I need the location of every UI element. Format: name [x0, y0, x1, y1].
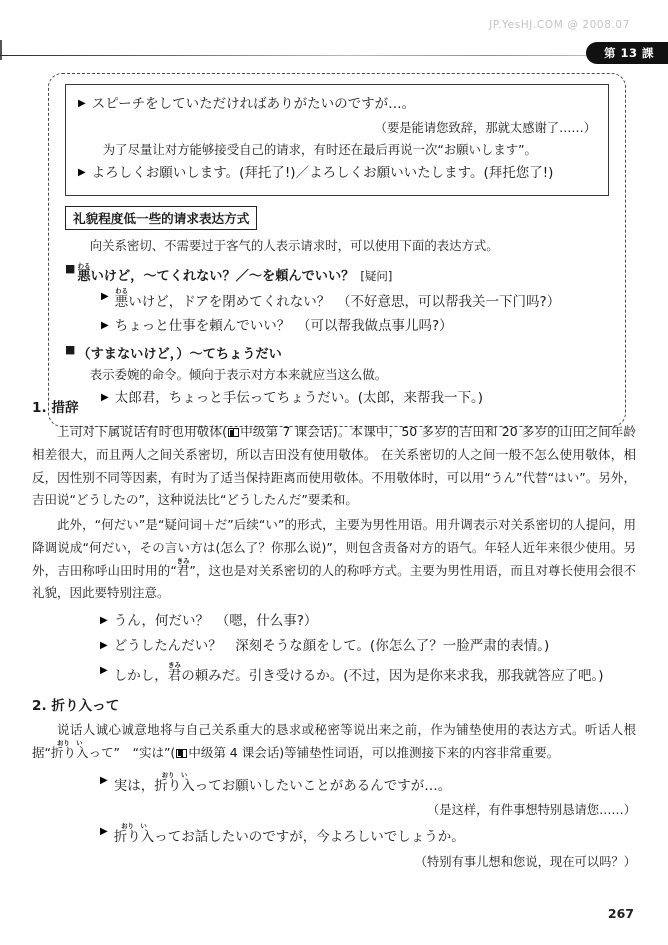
ruby-kimi: 君きみ	[167, 660, 182, 684]
ruby-warui: 悪わる	[114, 287, 129, 311]
japanese-example-text	[115, 287, 609, 313]
example-line	[100, 661, 636, 687]
triangle-bullet-icon: ▶	[100, 664, 108, 676]
example-line	[101, 287, 609, 313]
ruby-warui: 悪わる	[77, 262, 91, 285]
pattern-2-description: 表示委婉的命令。倾向于表示对方本来就应当这么做。	[89, 366, 388, 382]
triangle-bullet-icon: ▶	[101, 391, 109, 403]
politeness-subheading: 礼貌程度低一些的请求表达方式	[65, 206, 257, 230]
example-prefix: 実は，	[113, 777, 155, 794]
page-number: 267	[607, 906, 634, 921]
example-line	[100, 771, 636, 797]
japanese-example-text: うん，何だい？ （嗯，什么事?）	[113, 613, 318, 629]
paragraph-text-part-b: 中级第 7 课会话)。本课中，50 多岁的吉田和 20 多岁的山田之间年龄相差很大，而且两人之间关系密切，所以吉田没有使用敬体。 在关系密切的人之间一般不怎么使用敬体，相反，因性别不同等因素，有时为了适当保持距离而使用敬体。不用敬体时，可以用“うん”代替“はい”。另外，吉田说“どうしたの”，这种说法比“どうしたんだ”要柔和。	[32, 424, 636, 508]
ruby-oriitte: 折り入おり い	[50, 738, 89, 760]
japanese-example-text	[114, 822, 636, 848]
triangle-bullet-icon: ▶	[100, 826, 108, 838]
example-line	[78, 94, 596, 115]
example-line	[100, 822, 636, 848]
square-bullet-icon: ■	[65, 262, 76, 276]
section-1-paragraph-1	[32, 421, 636, 512]
example-rest: の頼みだ。引き受けるか。(不过，因为是你来求我，那我就答应了吧。)	[181, 667, 604, 684]
section-2-title	[32, 694, 636, 714]
header-rule	[0, 55, 630, 56]
section-2-paragraph-1	[32, 719, 636, 765]
triangle-bullet-icon: ▶	[100, 639, 108, 651]
section-title-text: 折り入って	[51, 698, 120, 714]
pattern-tag: [疑问]	[360, 269, 393, 284]
section-2	[32, 694, 636, 874]
section-1-paragraph-2	[32, 514, 636, 605]
triangle-bullet-icon: ▶	[101, 319, 109, 331]
chinese-translation-note: （是这样，有件事想特别恳请您……）	[426, 803, 636, 818]
lesson-tab: 第 13 課	[586, 42, 668, 64]
politeness-description: 向关系密切、不需要过于客气的人表示请求时，可以使用下面的表达方式。	[89, 237, 499, 253]
ruby-oriitte: 折り入おり い	[154, 770, 195, 794]
example-rest: ってお話したいのですが，今よろしいでしょうか。	[154, 829, 465, 846]
section-number: 2.	[32, 698, 47, 714]
example-rest: いけど，ドアを閉めてくれない？ （不好意思，可以帮我关一下门吗?）	[128, 294, 561, 311]
book-icon	[176, 749, 187, 758]
paragraph-text-part-b: って” “实は”(	[88, 744, 176, 760]
pattern-rest: いけど，～てくれない？／～を頼んでいい？	[90, 269, 355, 285]
triangle-bullet-icon: ▶	[101, 291, 109, 303]
japanese-example-text: よろしくお願いします。(拜托了!)／よろしくお願いいたします。(拜托您了!)	[91, 165, 554, 182]
book-icon	[228, 428, 239, 437]
section-title-text: 措辞	[51, 400, 79, 416]
example-line	[78, 163, 596, 184]
pattern-heading-text	[77, 262, 392, 284]
section-1	[32, 396, 636, 691]
grammar-inner-box	[65, 84, 609, 196]
page-edge-mark	[0, 40, 2, 60]
section-1-title	[32, 396, 636, 416]
example-rest: ってお願いしたいことがあるんですが…。	[194, 777, 452, 794]
paragraph-text-part-a: 此外，“何だい”是“疑问词＋だ”后续“い”的形式，主要为男性用语。用升调表示对关系密切的人提问，用降调说成“何だい，その言い方は(怎么了？你那么说)”，则包含责备对方的语气。年轻人近年来很少使用。另外，吉田称呼山田时用的“	[32, 517, 636, 578]
square-bullet-icon: ■	[65, 342, 76, 356]
pattern-1-examples	[65, 287, 609, 337]
example-line	[101, 316, 609, 337]
japanese-example-text	[114, 771, 636, 797]
example-line	[100, 636, 636, 657]
example-line	[100, 611, 636, 632]
triangle-bullet-icon: ▶	[78, 98, 86, 109]
ruby-oriitte: 折り入おり い	[113, 822, 155, 846]
japanese-example-text: スピーチをしていただければありがたいのですが…。	[91, 96, 416, 112]
japanese-example-text: 太郎君，ちょっと手伝ってちょうだい。(太郎，来帮我一下。)	[114, 389, 483, 406]
paragraph-text-part-c: 中级第 4 课会话)等铺垫性词语，可以推测接下来的内容非常重要。	[188, 744, 560, 760]
ruby-kimi: 君きみ	[176, 556, 190, 578]
chinese-translation-note: （要是能请您致辞，那就太感谢了……）	[374, 120, 596, 135]
triangle-bullet-icon: ▶	[78, 167, 86, 179]
paragraph-text-part-a: 上司对下属说话有时也用敬体(	[57, 424, 228, 439]
triangle-bullet-icon: ▶	[100, 615, 108, 626]
chinese-translation-note: （特别有事儿想和您说，现在可以吗？）	[414, 855, 636, 870]
chinese-explanation: 为了尽量让对方能够接受自己的请求，有时还在最后再说一次“お願いします”。	[102, 141, 537, 157]
japanese-example-text: ちょっと仕事を頼んでいい？ （可以帮我做点事儿吗?）	[114, 317, 453, 334]
pattern-heading-text: （すまないけど，）～てちょうだい	[77, 346, 282, 362]
grammar-box	[48, 73, 626, 427]
japanese-example-text: どうしたんだい？ 深刻そうな顔をして。(你怎么了？一脸严肃的表情。)	[113, 637, 550, 654]
section-1-examples	[32, 611, 636, 687]
example-prefix: しかし，	[113, 667, 168, 684]
pattern-heading-1	[65, 262, 609, 284]
section-2-examples	[32, 771, 636, 871]
pattern-heading-2	[65, 343, 609, 362]
section-number: 1.	[32, 400, 47, 416]
paragraph-text-part-a: 说话人诚心诚意地将与自己关系重大的恳求或秘密等说出来之前，作为铺垫使用的表达方式。听话人根据“	[32, 722, 636, 760]
triangle-bullet-icon: ▶	[100, 774, 108, 786]
watermark-text: JP.YesHJ.COM @ 2008.07	[489, 19, 630, 31]
japanese-example-text	[114, 661, 636, 687]
paragraph-text-part-b: ”，这也是对关系密切的人的称呼方式。主要为男性用语，而且对尊长使用会很不礼貌，因此要特别注意。	[32, 562, 636, 601]
